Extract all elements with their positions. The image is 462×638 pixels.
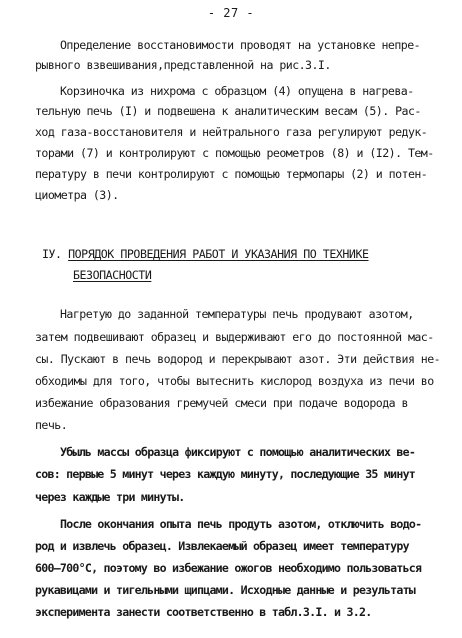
paragraph-5-line-5: эксперимента занести соответственно в табл.3.I. и 3.2.	[35, 605, 372, 619]
paragraph-2-line-4: торами (7) и контролируют с помощью реометров (8) и (I2). Тем-	[35, 146, 434, 160]
paragraph-2-line-3: ход газа-восстановителя и нейтрального газа регулируют редук-	[35, 125, 428, 139]
paragraph-5-line-1: После окончания опыта печь продуть азотом, отключить водо-	[60, 517, 422, 531]
section-heading-line-1	[42, 247, 369, 261]
section-title-continued: БЕЗОПАСНОСТИ	[73, 268, 152, 282]
page-number: - 27 -	[207, 6, 255, 20]
section-title: ПОРЯДОК ПРОВЕДЕНИЯ РАБОТ И УКАЗАНИЯ ПО ТЕХНИКЕ	[68, 247, 369, 261]
paragraph-3-line-5: избежание образования гремучей смеси при подаче водорода в	[35, 396, 408, 410]
paragraph-4-line-2: сов: первые 5 минут через каждую минуту, последующие 35 минут	[35, 467, 416, 481]
paragraph-2-line-6: циометра (3).	[35, 188, 119, 202]
paragraph-3-line-6: печь.	[35, 418, 68, 432]
section-number: IУ.	[42, 247, 62, 261]
paragraph-3-line-3: сы. Пускают в печь водород и перекрывают азот. Эти действия не-	[35, 352, 441, 366]
paragraph-4-line-1: Убыль массы образца фиксируют с помощью аналитических ве-	[60, 445, 416, 459]
paragraph-1-line-1: Определение восстановимости проводят на установке непре-	[60, 38, 421, 52]
paragraph-2-line-5: пературу в печи контролируют с помощью термопары (2) и потен-	[35, 167, 428, 181]
paragraph-2-line-2: тельную печь (I) и подвешена к аналитическим весам (5). Рас-	[35, 104, 421, 118]
paragraph-3-line-2: затем подвешивают образец и выдерживают его до постоянной мас-	[35, 330, 434, 344]
paragraph-5-line-4: рукавицами и тигельными щипцами. Исходные данные и результаты	[35, 583, 416, 597]
paragraph-5-line-2: род и извлечь образец. Извлекаемый образец имеет температуру	[35, 539, 409, 553]
paragraph-1-line-2: рывного взвешивания,представленной на рис.3.I.	[35, 58, 331, 72]
paragraph-3-line-4: обходимы для того, чтобы вытеснить кислород воздуха из печи во	[35, 374, 434, 388]
paragraph-3-line-1: Нагретую до заданной температуры печь продувают азотом,	[60, 307, 414, 321]
paragraph-4-line-3: через каждые три минуты.	[35, 490, 185, 504]
paragraph-5-line-3: 600–700°С, поэтому во избежание ожогов необходимо пользоваться	[35, 561, 422, 575]
paragraph-2-line-1: Корзиночка из нихрома с образцом (4) опущена в нагрева-	[60, 84, 414, 98]
section-heading-line-2	[73, 268, 151, 282]
